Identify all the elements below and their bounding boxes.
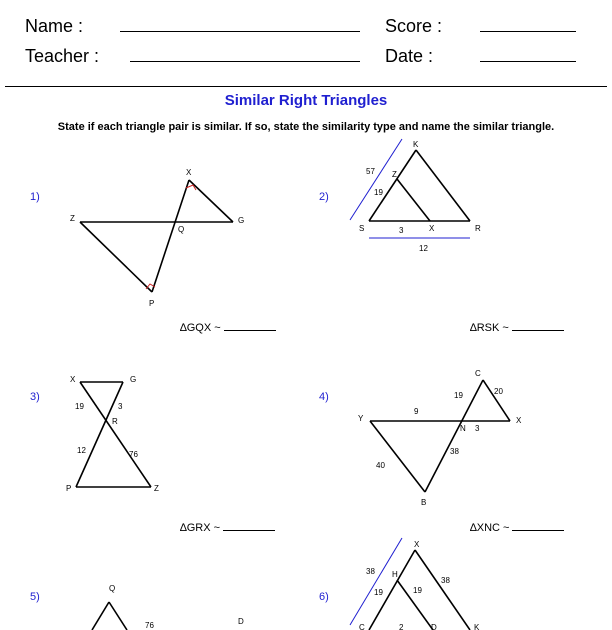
vertex-c: C	[475, 369, 481, 378]
length-label: 3	[475, 424, 480, 433]
teacher-label: Teacher :	[25, 46, 100, 66]
vertex-s: S	[359, 224, 365, 233]
answer-prefix: ∆GRX ~	[180, 522, 221, 534]
vertex-h: H	[392, 570, 398, 579]
vertex-r: R	[475, 224, 481, 233]
vertex-d: D	[431, 623, 437, 630]
answer-prefix: ∆RSK ~	[470, 322, 509, 334]
length-label: 2	[399, 623, 404, 630]
instructions: State if each triangle pair is similar. If so, state the similarity type and name the similar triangle.	[57, 121, 555, 133]
vertex-z: Z	[70, 214, 75, 223]
length-label: 20	[494, 387, 503, 396]
problem-number-6: 6)	[319, 591, 329, 603]
answer-prefix: ∆GQX ~	[180, 322, 221, 334]
length-label: 3	[399, 226, 404, 235]
vertex-z: Z	[154, 484, 159, 493]
line-kr	[416, 150, 470, 221]
line-zx	[397, 179, 430, 221]
length-label: 12	[419, 244, 428, 253]
vertex-x: X	[414, 540, 420, 549]
vertex-z: Z	[392, 170, 397, 179]
problem-number-5: 5)	[30, 591, 40, 603]
figure-1	[80, 180, 233, 292]
vertex-g: G	[130, 375, 137, 384]
line-xk	[415, 550, 470, 630]
vertex-g: G	[238, 216, 245, 225]
figure-4	[370, 380, 510, 492]
vertex-b: B	[421, 498, 427, 507]
vertex-x: X	[429, 224, 435, 233]
length-label: 12	[77, 446, 86, 455]
date-label: Date :	[385, 46, 434, 66]
figure-5	[92, 602, 127, 630]
length-label: 19	[75, 402, 84, 411]
vertex-r: R	[112, 417, 118, 426]
length-label: 57	[366, 167, 375, 176]
problem-number-3: 3)	[30, 391, 40, 403]
problem-number-4: 4)	[319, 391, 329, 403]
vertex-n: N	[460, 424, 466, 433]
vertex-k: K	[413, 140, 419, 149]
length-label: 19	[413, 586, 422, 595]
line-zp	[80, 222, 152, 292]
line-left	[92, 602, 109, 630]
vertex-q: Q	[178, 225, 185, 234]
line-yb	[370, 421, 425, 492]
length-label: 19	[374, 188, 383, 197]
figure-3	[76, 382, 151, 487]
length-label: 40	[376, 461, 385, 470]
length-label: 19	[454, 391, 463, 400]
problem-number-2: 2)	[319, 191, 329, 203]
vertex-q: Q	[109, 584, 116, 593]
vertex-p: P	[149, 299, 155, 308]
length-label: 38	[450, 447, 459, 456]
vertex-x: X	[70, 375, 76, 384]
length-label: 9	[414, 407, 419, 416]
vertex-x: X	[186, 168, 192, 177]
worksheet-title: Similar Right Triangles	[224, 92, 388, 109]
line-sk	[369, 150, 416, 221]
length-label: 76	[145, 621, 154, 630]
dimension-line	[350, 538, 402, 625]
vertex-y: Y	[358, 414, 364, 423]
length-label: 3	[118, 402, 123, 411]
length-label: 19	[374, 588, 383, 597]
vertex-x: X	[516, 416, 522, 425]
vertex-p: P	[66, 484, 72, 493]
name-label: Name :	[25, 16, 84, 36]
line-xg	[189, 180, 233, 222]
score-label: Score :	[385, 16, 443, 36]
dimension-line	[350, 139, 402, 220]
vertex-c: C	[359, 623, 365, 630]
problem-number-1: 1)	[30, 191, 40, 203]
line-right	[109, 602, 127, 630]
figure-2	[369, 150, 470, 221]
length-label: 38	[441, 576, 450, 585]
vertex-k: K	[474, 623, 480, 630]
answer-prefix: ∆XNC ~	[470, 522, 510, 534]
line-px	[152, 180, 189, 292]
length-label: 38	[366, 567, 375, 576]
vertex-d: D	[238, 617, 244, 626]
length-label: 76	[129, 450, 138, 459]
